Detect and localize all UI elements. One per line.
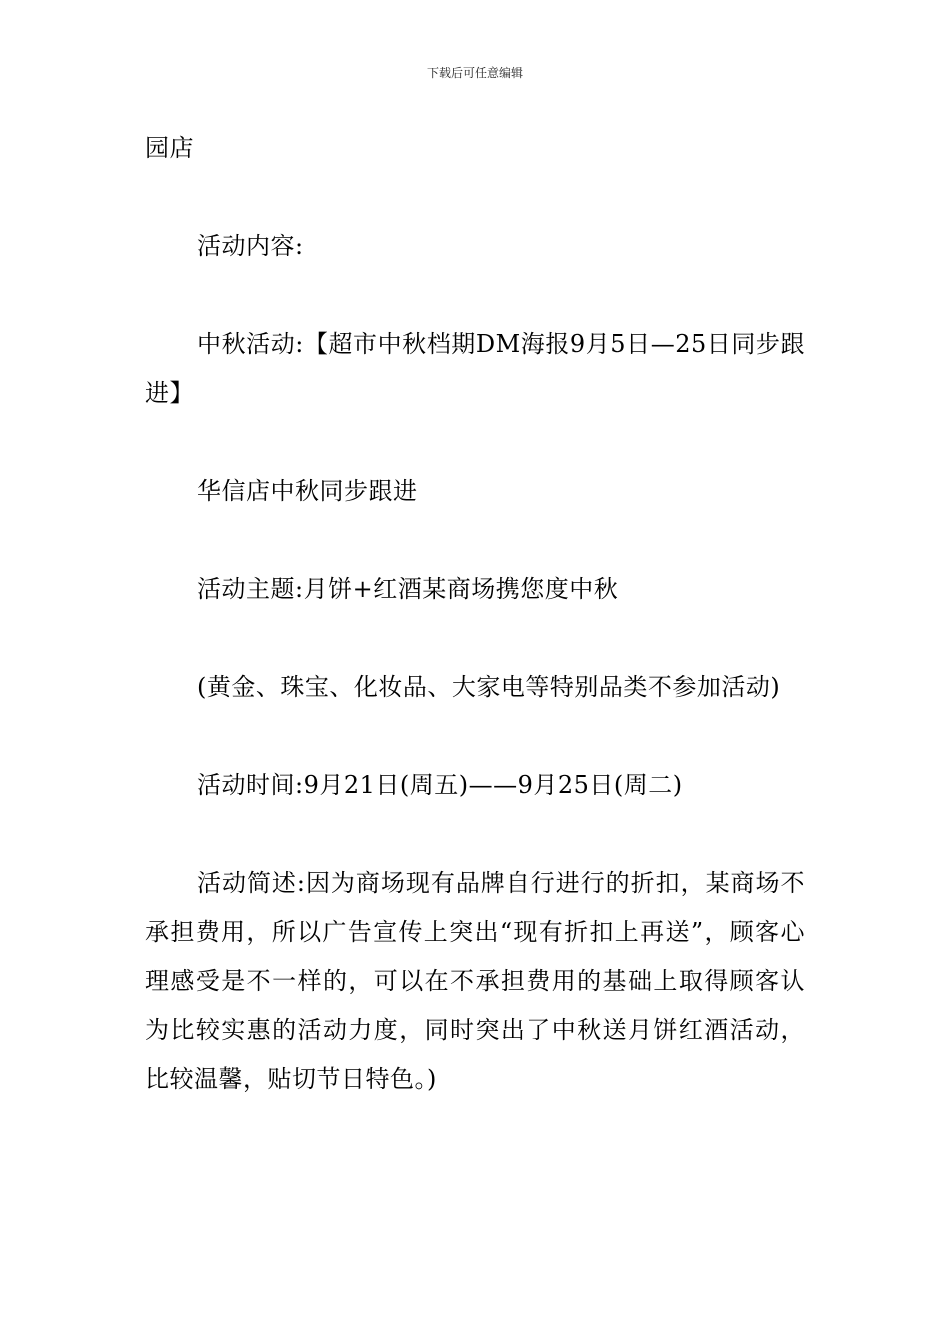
paragraph-mid-autumn-activity: 中秋活动:【超市中秋档期DM海报9月5日—25日同步跟进】: [145, 330, 805, 407]
paragraph-excluded-categories: (黄金、珠宝、化妆品、大家电等特别品类不参加活动): [197, 673, 781, 701]
paragraph-store-name: 园店: [145, 134, 194, 162]
paragraph-activity-theme: 活动主题:月饼+红酒某商场携您度中秋: [197, 575, 619, 603]
paragraph-activity-content: 活动内容:: [197, 232, 304, 260]
paragraph-huaxin-store: 华信店中秋同步跟进: [197, 477, 418, 505]
paragraph-activity-summary: 活动简述:因为商场现有品牌自行进行的折扣，某商场不承担费用，所以广告宣传上突出“现有折扣上再送”，顾客心理感受是不一样的，可以在不承担费用的基础上取得顾客认为比较实惠的活动力度，同时突出了中秋送月饼红酒活动，比较温馨，贴切节日特色。): [145, 869, 805, 1093]
paragraph-activity-time: 活动时间:9月21日(周五)——9月25日(周二): [197, 771, 683, 799]
page-header: 下载后可任意编辑: [426, 66, 523, 80]
document-body: [145, 124, 805, 1153]
